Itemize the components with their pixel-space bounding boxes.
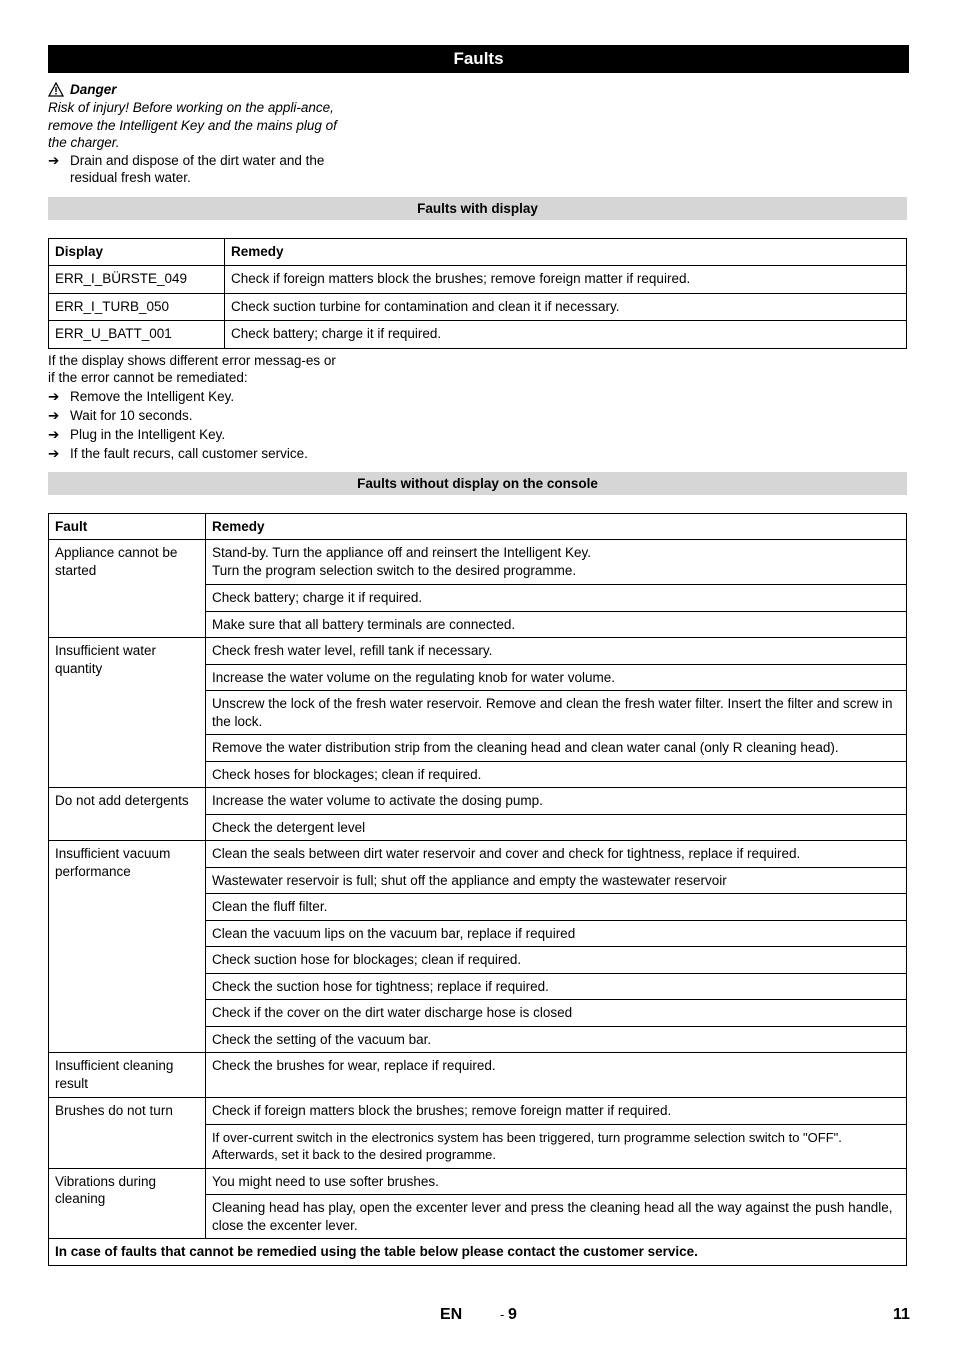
display-note: If the display shows different error messag-es or if the error cannot be remediated: (48, 352, 336, 385)
language-code: EN (440, 1306, 463, 1323)
remedy-cell: Stand-by. Turn the appliance off and reinsert the Intelligent Key. Turn the program selection switch to the desired programme. (206, 540, 907, 585)
page-footer (0, 1306, 954, 1330)
warning-triangle-icon (48, 82, 64, 97)
table-header-row (49, 513, 907, 540)
remedy-cell: Check if foreign matters block the brushes; remove foreign matter if required. (206, 1098, 907, 1125)
step-item (48, 387, 909, 406)
display-code: ERR_I_BÜRSTE_049 (49, 266, 225, 294)
display-code: ERR_U_BATT_001 (49, 321, 225, 349)
danger-text: Risk of injury! Before working on the appli-ance, remove the Intelligent Key and the mains plug of the charger. (48, 100, 337, 150)
step-text: Drain and dispose of the dirt water and the residual fresh water. (70, 152, 325, 185)
table-row (49, 1168, 907, 1195)
step-item (48, 425, 909, 444)
remedy-cell: Cleaning head has play, open the excenter lever and press the cleaning head all the way against the push handle, close the excenter lever. (206, 1195, 907, 1239)
fault-cell: Insufficient water quantity (49, 638, 206, 788)
remedy-cell: Unscrew the lock of the fresh water reservoir. Remove and clean the fresh water filter. Insert the filter and screw in the lock. (206, 691, 907, 735)
remedy-cell: Check the setting of the vacuum bar. (206, 1026, 907, 1053)
remedy-cell: Clean the seals between dirt water reservoir and cover and check for tightness, replace if required. (206, 841, 907, 868)
arrow-right-icon: ➔ (48, 446, 60, 462)
remedy-cell: If over-current switch in the electronics system has been triggered, turn programme selection switch to "OFF". Afterwards, set it back to the desired programme. (206, 1124, 907, 1168)
table-row (49, 638, 907, 665)
fault-cell: Insufficient vacuum performance (49, 841, 206, 1053)
table-row (49, 266, 907, 294)
remedy-cell: Check the detergent level (206, 814, 907, 841)
remedy-cell: Check if foreign matters block the brushes; remove foreign matter if required. (225, 266, 907, 294)
column-header: Remedy (225, 238, 907, 266)
step-item (48, 406, 909, 425)
fault-cell: Vibrations during cleaning (49, 1168, 206, 1239)
remedy-cell: Increase the water volume on the regulating knob for water volume. (206, 664, 907, 691)
table-row (49, 841, 907, 868)
remedy-cell: Clean the vacuum lips on the vacuum bar, replace if required (206, 920, 907, 947)
table-row (49, 1053, 907, 1098)
faults-table (48, 513, 907, 1266)
arrow-right-icon: ➔ (48, 152, 60, 168)
table-row (49, 293, 907, 321)
table-row (49, 788, 907, 815)
remedy-cell: Check if the cover on the dirt water discharge hose is closed (206, 1000, 907, 1027)
remedy-cell: Check suction turbine for contamination and clean it if necessary. (225, 293, 907, 321)
step-text: If the fault recurs, call customer service. (70, 446, 308, 462)
arrow-right-icon: ➔ (48, 427, 60, 443)
remedy-cell: Make sure that all battery terminals are connected. (206, 611, 907, 638)
remedy-cell: Check hoses for blockages; clean if required. (206, 761, 907, 788)
display-code: ERR_I_TURB_050 (49, 293, 225, 321)
page-title: Faults (48, 45, 909, 73)
step-item (48, 444, 909, 463)
remedy-cell: Check fresh water level, refill tank if necessary. (206, 638, 907, 665)
display-faults-table (48, 238, 907, 349)
remedy-cell: Remove the water distribution strip from the cleaning head and clean water canal (only R cleaning head). (206, 735, 907, 762)
contact-service-note: In case of faults that cannot be remedied using the table below please contact the customer service. (49, 1239, 907, 1266)
column-header: Remedy (206, 513, 907, 540)
total-page-number: 11 (893, 1306, 910, 1323)
table-header-row (49, 238, 907, 266)
step-text: Plug in the Intelligent Key. (70, 427, 226, 443)
fault-cell: Do not add detergents (49, 788, 206, 841)
remedy-cell: Wastewater reservoir is full; shut off the appliance and empty the wastewater reservoir (206, 867, 907, 894)
step-item (48, 152, 338, 187)
table-row (49, 540, 907, 585)
remedy-cell: Check suction hose for blockages; clean if required. (206, 947, 907, 974)
remedy-cell: Increase the water volume to activate the dosing pump. (206, 788, 907, 815)
step-text: Remove the Intelligent Key. (70, 388, 235, 404)
column-header: Display (49, 238, 225, 266)
section-heading-faults-without-display: Faults without display on the console (48, 472, 907, 495)
remedy-cell: Check battery; charge it if required. (206, 585, 907, 612)
remedy-cell: Check the suction hose for tightness; replace if required. (206, 973, 907, 1000)
table-row (49, 1098, 907, 1125)
table-row (49, 321, 907, 349)
remedy-cell: You might need to use softer brushes. (206, 1168, 907, 1195)
remedy-cell: Clean the fluff filter. (206, 894, 907, 921)
danger-label: Danger (70, 82, 117, 97)
arrow-right-icon: ➔ (48, 407, 60, 423)
column-header: Fault (49, 513, 206, 540)
section-heading-faults-with-display: Faults with display (48, 197, 907, 220)
fault-cell: Insufficient cleaning result (49, 1053, 206, 1098)
step-list (48, 387, 909, 464)
fault-cell: Brushes do not turn (49, 1098, 206, 1169)
step-text: Wait for 10 seconds. (70, 407, 193, 423)
remedy-cell: Check the brushes for wear, replace if required. (206, 1053, 907, 1098)
danger-notice (48, 80, 338, 187)
arrow-right-icon: ➔ (48, 388, 60, 404)
table-footer-row (49, 1239, 907, 1266)
fault-cell: Appliance cannot be started (49, 540, 206, 638)
remedy-cell: Check battery; charge it if required. (225, 321, 907, 349)
page-number: - 9 (500, 1306, 517, 1323)
danger-heading (48, 80, 338, 99)
page (48, 45, 909, 1266)
